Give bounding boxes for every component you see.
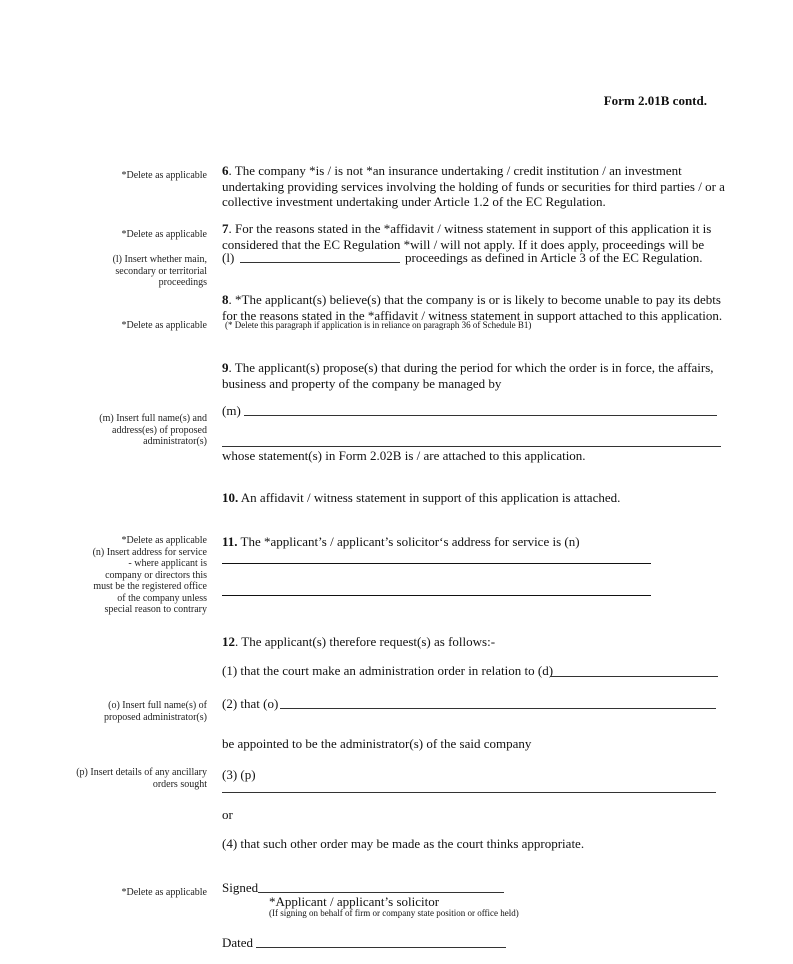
margin-note-signed: *Delete as applicable (121, 887, 207, 898)
paragraph-number: 6 (222, 163, 229, 178)
request-1-blank[interactable] (550, 676, 718, 677)
paragraph-number: 8 (222, 292, 229, 307)
paragraph-number: 10. (222, 490, 239, 505)
paragraph-10 (222, 490, 727, 506)
note-line: administrator(s) (143, 436, 207, 447)
address-line-1[interactable] (222, 563, 651, 564)
request-3-blank[interactable] (222, 792, 716, 793)
note-line: (l) Insert whether main, (112, 254, 207, 265)
paragraph-text: An affidavit / witness statement in support of this application is attached. (238, 490, 621, 505)
paragraph-6 (222, 163, 727, 210)
request-or: or (222, 807, 233, 822)
note-line: proceedings (158, 277, 207, 288)
note-line: (m) Insert full name(s) and (99, 413, 207, 424)
signature-role-note: (If signing on behalf of firm or company state position or office held) (269, 908, 519, 918)
form-label: Form 2.01B contd. (603, 93, 707, 108)
paragraph-text: . The applicant(s) therefore request(s) as follows:- (235, 634, 496, 649)
margin-note-o (104, 700, 207, 723)
paragraph-text: . *The applicant(s) believe(s) that the company is or is likely to become unable to pay its debts for the reasons stated in the *affidavit / witness statement in support attached to this application. (222, 292, 723, 323)
address-line-2[interactable] (222, 595, 651, 596)
dated-label: Dated (222, 935, 254, 950)
paragraph-9 (222, 360, 727, 391)
paragraph-text: . The applicant(s) propose(s) that during the period for which the order is in force, the affairs, business and property of the company be managed by (222, 360, 714, 391)
note-line: - where applicant is (128, 558, 207, 569)
field-m-line-2[interactable] (222, 446, 721, 447)
note-line: company or directors this (105, 569, 207, 581)
signature-role: *Applicant / applicant’s solicitor (269, 894, 440, 909)
paragraph-12 (222, 634, 727, 650)
note-line: must be the registered office (93, 581, 207, 592)
paragraph-7 (222, 221, 727, 252)
request-2-blank[interactable] (280, 708, 716, 709)
paragraph-text: . For the reasons stated in the *affidavit / witness statement in support of this application it is considered that the EC Regulation *will / will not apply. If it does apply, proceedings will be (222, 221, 712, 252)
paragraph-text: The *applicant’s / applicant’s solicitor‘s address for service is (n) (237, 534, 580, 549)
field-m-line-1[interactable] (244, 415, 717, 416)
margin-note-m (99, 413, 207, 448)
note-line: *Delete as applicable (121, 535, 207, 546)
field-l-blank[interactable] (240, 262, 400, 263)
note-line: orders sought (152, 778, 207, 790)
paragraph-8 (222, 292, 727, 323)
margin-note-delete: *Delete as applicable (121, 320, 207, 331)
field-l-prefix: (l) (222, 250, 235, 265)
request-2: (2) that (o) (222, 696, 279, 711)
note-line: (n) Insert address for service (92, 546, 207, 558)
margin-note-l (113, 254, 207, 289)
paragraph-number: 9 (222, 360, 229, 375)
note-line: (p) Insert details of any ancillary (76, 767, 207, 778)
request-4: (4) that such other order may be made as the court thinks appropriate. (222, 836, 585, 851)
request-appointed: be appointed to be the administrator(s) of the said company (222, 736, 532, 751)
paragraph-number: 7 (222, 221, 229, 236)
signature-line[interactable] (258, 892, 504, 893)
request-1: (1) that the court make an administration order in relation to (d) (222, 663, 554, 678)
signed-label: Signed (222, 880, 259, 895)
paragraph-number: 12 (222, 634, 235, 649)
note-line: secondary or territorial (115, 265, 207, 277)
request-3: (3) (p) (222, 767, 256, 782)
note-line: proposed administrator(s) (103, 711, 207, 723)
note-line: (o) Insert full name(s) of (108, 700, 207, 711)
note-line: address(es) of proposed (112, 424, 207, 436)
paragraph-text: . The company *is / is not *an insurance undertaking / credit institution / an investment undertaking providing services involving the holding of funds or securities for third parties / or a collective investment undertaking under Article 1.2 of the EC Regulation. (222, 163, 725, 209)
field-m-prefix: (m) (222, 403, 241, 418)
paragraph-11 (222, 534, 727, 550)
note-line: of the company unless (117, 592, 207, 604)
margin-note-p (76, 767, 207, 790)
margin-note-n (93, 535, 207, 616)
dated-line[interactable] (256, 947, 506, 948)
margin-note-delete: *Delete as applicable (121, 170, 207, 181)
field-l-suffix: proceedings as defined in Article 3 of the EC Regulation. (405, 250, 703, 265)
paragraph-9-after: whose statement(s) in Form 2.02B is / are attached to this application. (222, 448, 586, 463)
note-line: special reason to contrary (104, 604, 207, 615)
paragraph-8-footnote: (* Delete this paragraph if application is in reliance on paragraph 36 of Schedule B1) (225, 320, 532, 330)
paragraph-number: 11. (222, 534, 238, 549)
margin-note-delete: *Delete as applicable (121, 229, 207, 240)
